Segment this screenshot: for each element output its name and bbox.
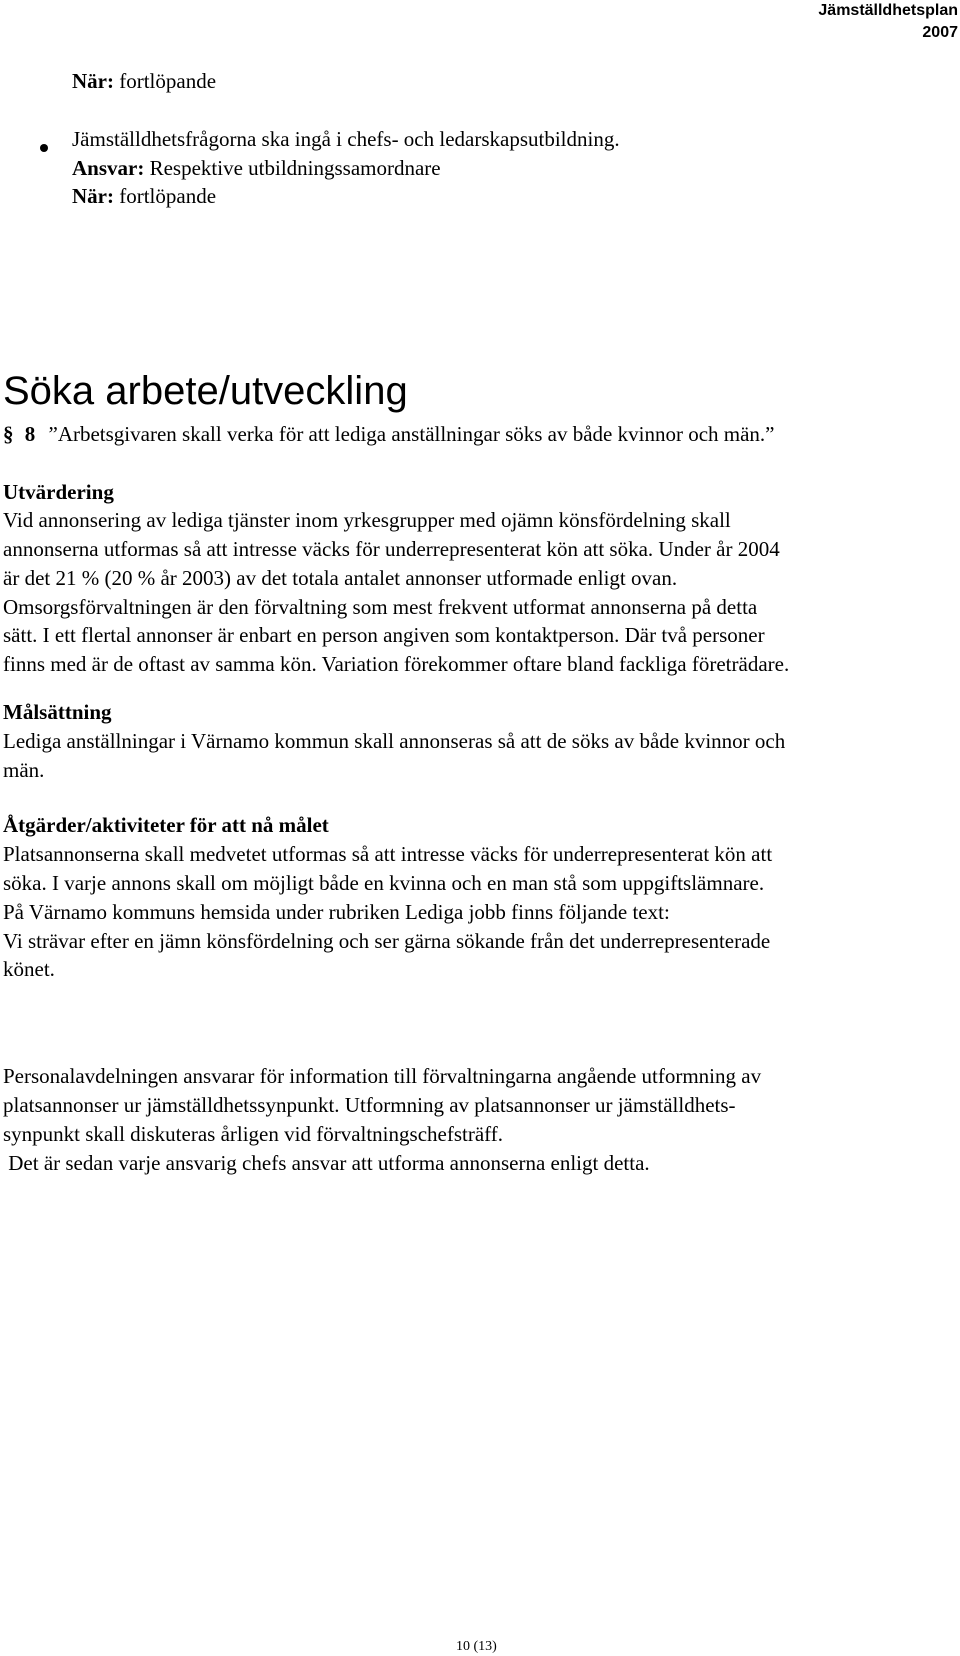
atgarder-line: Vi strävar efter en jämn könsfördelning och ser gärna sökande från det underrepresenterade xyxy=(3,929,771,953)
atgarder-line: På Värnamo kommuns hemsida under rubriken Lediga jobb finns följande text: xyxy=(3,900,670,924)
section-heading: Söka arbete/utveckling xyxy=(3,369,408,413)
bullet-text: Jämställdhetsfrågorna ska ingå i chefs- och ledarskapsutbildning. xyxy=(72,127,620,151)
utvardering-line: annonserna utformas så att intresse väcks för underrepresenterat kön att söka. Under år 2004 xyxy=(3,537,780,561)
malsattning-line: män. xyxy=(3,758,45,782)
personal-line: synpunkt skall diskuteras årligen vid förvaltningschefsträff. xyxy=(3,1122,504,1146)
personal-line: platsannonser ur jämställdhetssynpunkt. Utformning av platsannonser ur jämställdhets- xyxy=(3,1093,736,1117)
goal-line xyxy=(3,419,775,450)
nar-label: När: xyxy=(72,184,114,208)
nar-value: fortlöpande xyxy=(119,184,217,208)
atgarder-line: söka. I varje annons skall om möjligt både en kvinna och en man stå som uppgiftslämnare. xyxy=(3,871,765,895)
atgarder-line: könet. xyxy=(3,957,55,981)
utvardering-line: finns med är de oftast av samma kön. Variation förekommer oftare bland fackliga företrädare. xyxy=(3,652,790,676)
ansvar-value: Respektive utbildningssamordnare xyxy=(149,156,441,180)
personal-line: Personalavdelningen ansvarar för information till förvaltningarna angående utformning av xyxy=(3,1064,762,1088)
goal-text: ”Arbetsgivaren skall verka för att lediga anställningar söks av både kvinnor och män.” xyxy=(48,422,775,446)
utvardering-line: Vid annonsering av lediga tjänster inom yrkesgrupper med ojämn könsfördelning skall xyxy=(3,508,731,532)
bullet-nar-line xyxy=(72,181,216,212)
ansvar-label: Ansvar: xyxy=(72,156,145,180)
malsattning-line: Lediga anställningar i Värnamo kommun skall annonseras så att de söks av både kvinnor och xyxy=(3,729,786,753)
malsattning-heading: Målsättning xyxy=(3,700,112,724)
ansvar-line xyxy=(72,153,441,184)
utvardering-heading: Utvärdering xyxy=(3,480,114,504)
utvardering-line: sätt. I ett flertal annonser är enbart en person angiven som kontaktperson. Där två personer xyxy=(3,623,765,647)
utvardering-line: är det 21 % (20 % år 2003) av det totala antalet annonser utformade enligt ovan. xyxy=(3,566,678,590)
bullet-icon xyxy=(40,144,48,152)
nar-value: fortlöpande xyxy=(119,69,217,93)
top-nar-line xyxy=(72,66,216,97)
header-title: Jämställdhetsplan xyxy=(818,2,958,19)
goal-number: 8 xyxy=(24,422,36,446)
nar-label: När: xyxy=(72,69,114,93)
header-year: 2007 xyxy=(922,24,958,41)
atgarder-line: Platsannonserna skall medvetet utformas så att intresse väcks för underrepresenterat kön att xyxy=(3,842,773,866)
paragraph-symbol: § xyxy=(3,422,14,446)
page-header xyxy=(818,0,958,44)
atgarder-heading: Åtgärder/aktiviteter för att nå målet xyxy=(3,813,329,837)
personal-line: Det är sedan varje ansvarig chefs ansvar att utforma annonserna enligt detta. xyxy=(3,1151,650,1175)
page-number: 10 (13) xyxy=(456,1639,497,1654)
utvardering-line: Omsorgsförvaltningen är den förvaltning som mest frekvent utformat annonserna på detta xyxy=(3,595,758,619)
